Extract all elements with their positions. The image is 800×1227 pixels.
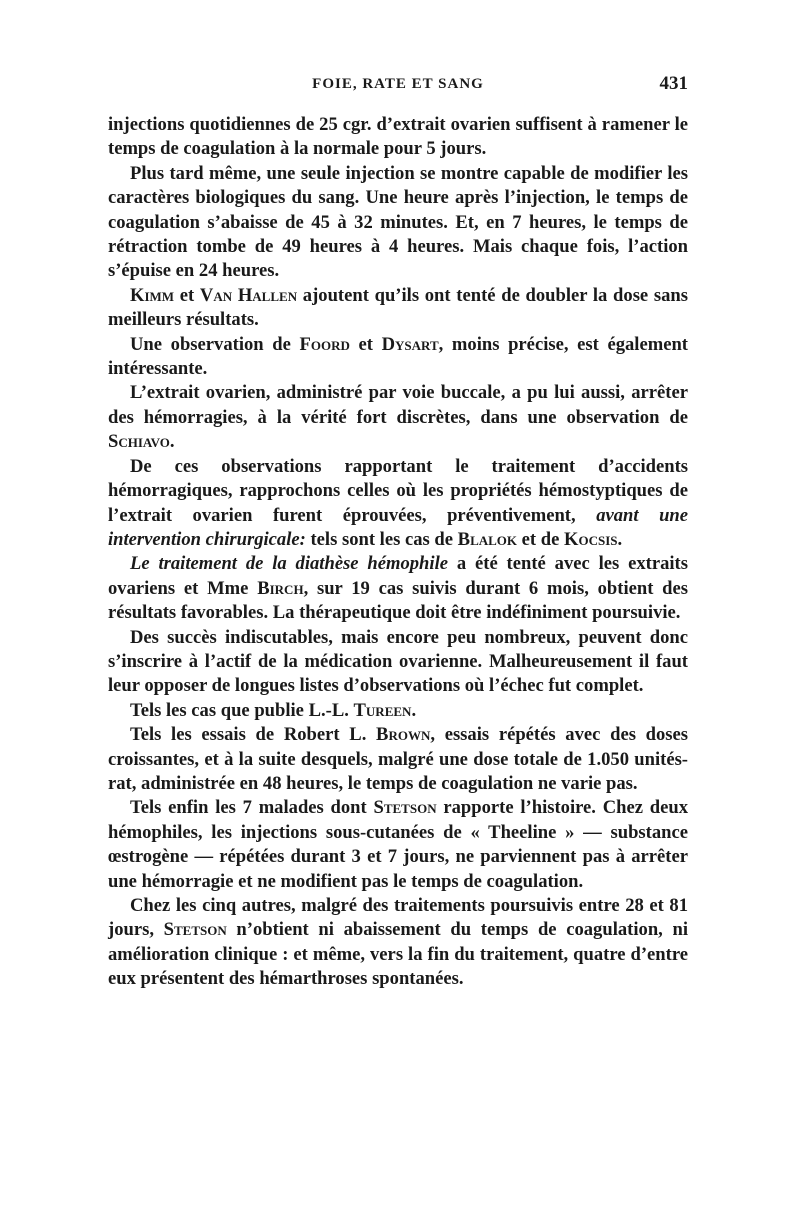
author-name: Foord	[299, 333, 350, 355]
text-run: Une observation de	[130, 333, 300, 355]
text-run: .	[169, 431, 175, 453]
text-run: , moins précise, est également intéressante.	[108, 333, 688, 380]
author-name: Tureen	[353, 699, 412, 721]
paragraph	[108, 699, 688, 723]
author-name: Brown	[376, 724, 431, 746]
text-run: et	[174, 284, 200, 306]
text-run: Chez les cinq autres, malgré des traitements poursuivis entre 28 et 81 jours,	[108, 895, 688, 941]
text-run: .	[617, 528, 623, 550]
text-run: Tels enfin les 7 malades dont	[130, 797, 374, 819]
page-number: 431	[659, 73, 688, 94]
paragraph	[108, 162, 688, 284]
paragraph	[108, 723, 688, 796]
text-run: .	[411, 699, 417, 721]
text-run: Tels les cas que publie L.-L.	[130, 699, 354, 721]
author-name: Blalok	[457, 528, 518, 550]
text-run: injections quotidiennes de 25 cgr. d’extrait ovarien suffisent à ramener le temps de coagulation à la normale pour 5 jours.	[108, 114, 688, 160]
author-name: Dysart	[381, 333, 439, 355]
author-name: Stetson	[373, 797, 437, 819]
paragraph	[108, 626, 688, 699]
body-text	[108, 113, 688, 992]
text-run: Tels les essais de Robert L.	[130, 724, 377, 746]
text-run: et	[349, 333, 382, 355]
paragraph	[108, 333, 688, 382]
text-run: n’obtient ni abaissement du temps de coagulation, ni amélioration clinique : et même, vers la fin du traitement, quatre d’entre eux présentent des hémarthroses spontanées.	[108, 919, 688, 990]
author-name: Kocsis	[564, 528, 618, 550]
text-run: et de	[517, 528, 565, 550]
text-run: Des succès indiscutables, mais encore peu nombreux, peuvent donc s’inscrire à l’actif de la médication ovarienne. Malheureusement il faut leur opposer de longues listes d’observations où l’échec fut complet.	[108, 626, 688, 697]
paragraph	[108, 113, 688, 162]
paragraph	[108, 796, 688, 894]
text-run: De ces observations rapportant le traitement d’accidents hémorragiques, rapprochons celles où les propriétés hémostyptiques de l’extrait ovarien furent éprouvées, préventivement,	[108, 455, 688, 526]
text-run: a été tenté avec les extraits ovariens et Mme	[108, 553, 688, 599]
author-name: Kimm	[130, 284, 175, 306]
text-run: ajoutent qu’ils ont tenté de doubler la dose sans meilleurs résultats.	[108, 284, 688, 331]
text-run: , sur 19 cas suivis durant 6 mois, obtient des résultats favorables. La thérapeutique doit être indéfiniment poursuivie.	[108, 577, 688, 624]
author-name: Schiavo	[108, 431, 170, 453]
text-run: tels sont les cas de	[305, 528, 458, 550]
paragraph	[108, 894, 688, 992]
paragraph	[108, 381, 688, 454]
emphasis-text: Le traitement de la diathèse hémophile	[130, 553, 448, 575]
text-run: rapporte l’histoire. Chez deux hémophiles, les injections sous-cutanées de « Theeline » — substance œstrogène — répétées durant 3 et 7 jours, ne parviennent pas à arrêter une hémorragie et ne modifient pas le temps de coagulation.	[108, 797, 688, 892]
text-run: , essais répétés avec des doses croissantes, et à la suite desquels, malgré une dose totale de 1.050 unités-rat, administrée en 48 heures, le temps de coagulation ne varie pas.	[108, 724, 688, 794]
paragraph	[108, 552, 688, 625]
author-name: Van Hallen	[199, 284, 298, 306]
text-run: Plus tard même, une seule injection se montre capable de modifier les caractères biologiques du sang. Une heure après l’injection, le temps de coagulation s’abaisse de 45 à 32 minutes. Et, en 7 heures, le temps de rétraction tombe de 49 heures à 4 heures. Mais chaque fois, l’action s’épuise en 24 heures.	[108, 162, 688, 282]
paragraph	[108, 284, 688, 333]
author-name: Stetson	[163, 919, 227, 941]
emphasis-text: avant une intervention chirurgicale:	[108, 504, 689, 550]
running-title: FOIE, RATE ET SANG	[312, 76, 484, 92]
paragraph	[108, 455, 688, 553]
author-name: Birch	[257, 577, 304, 599]
page-header	[108, 73, 688, 102]
text-run: L’extrait ovarien, administré par voie buccale, a pu lui aussi, arrêter des hémorragies, à la vérité fort discrètes, dans une observation de	[108, 382, 688, 428]
